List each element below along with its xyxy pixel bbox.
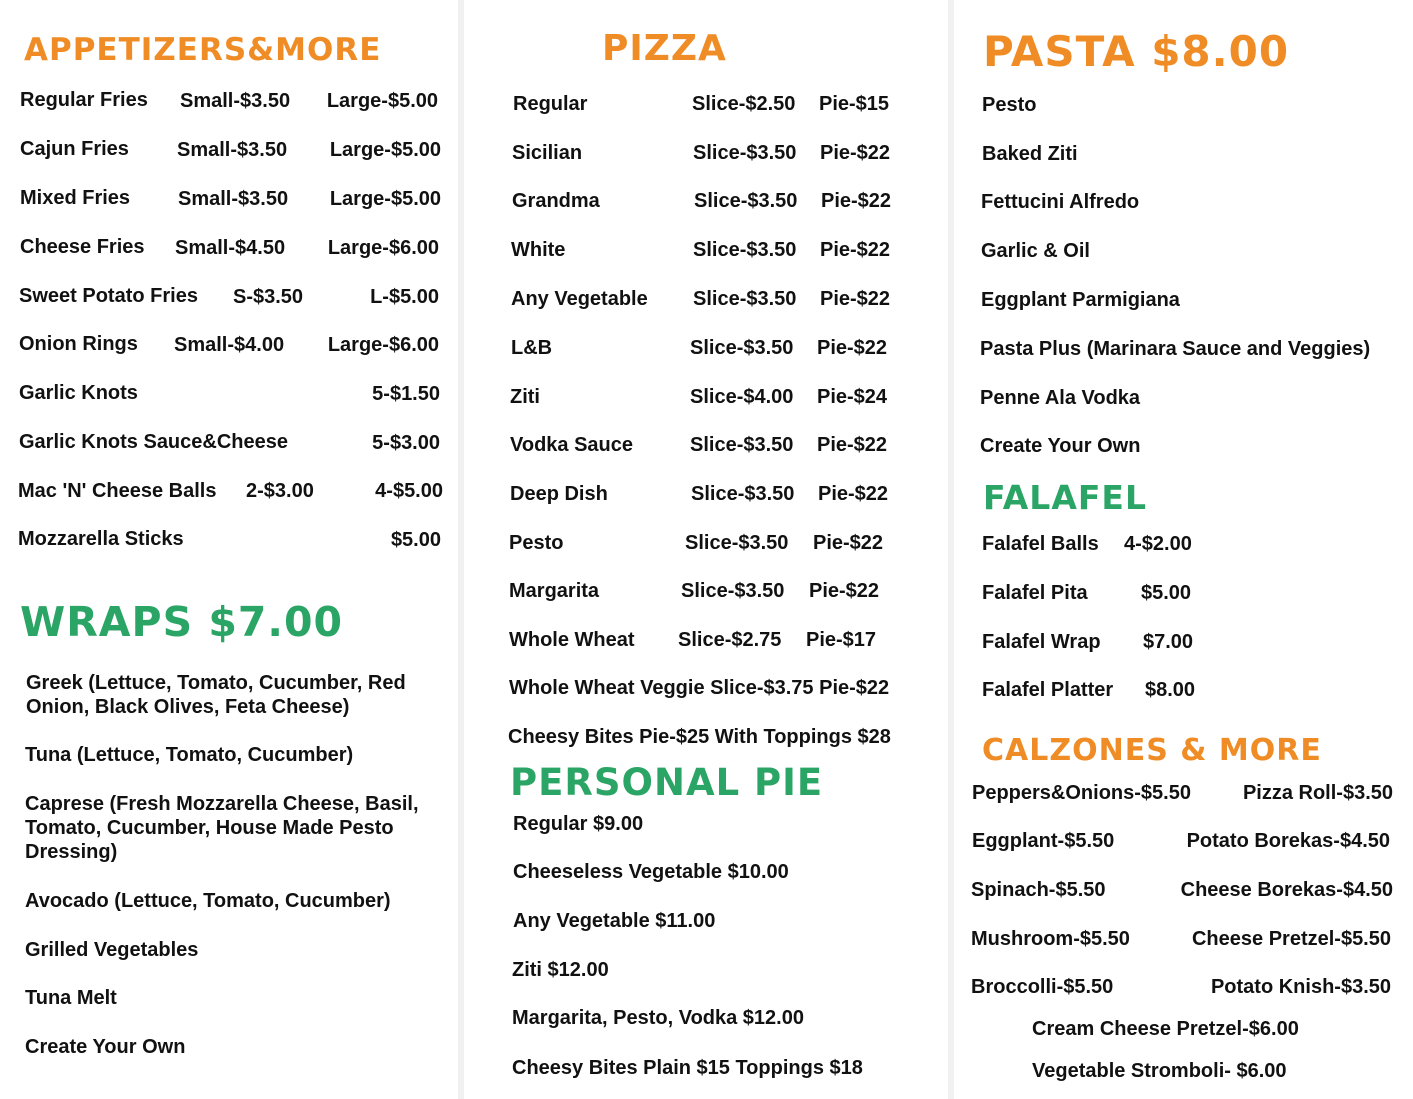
pizza-pie-price: Pie-$22	[813, 532, 884, 554]
wrap-item: Create Your Own	[25, 1036, 186, 1058]
pizza-item-name: L&B	[511, 337, 553, 359]
wrap-item: Greek (Lettuce, Tomato, Cucumber, Red Onion, Black Olives, Feta Cheese)	[26, 672, 406, 718]
wrap-item: Avocado (Lettuce, Tomato, Cucumber)	[25, 890, 391, 912]
pasta-item: Pesto	[982, 94, 1037, 116]
pizza-slice-price: Slice-$3.50	[681, 580, 785, 602]
pasta-item: Pasta Plus (Marinara Sauce and Veggies)	[980, 338, 1371, 360]
pizza-pie-price: Pie-$22	[821, 190, 892, 212]
personal-pie-item: Regular $9.00	[513, 813, 644, 835]
appetizer-item-price: 5-$3.00	[372, 432, 440, 454]
pasta-item: Penne Ala Vodka	[980, 387, 1141, 409]
calzone-left-item: Eggplant-$5.50	[972, 830, 1115, 852]
calzone-right-item: Potato Borekas-$4.50	[1186, 830, 1390, 852]
appetizer-item-large-price: Large-$5.00	[329, 188, 441, 210]
pizza-pie-price: Pie-$22	[820, 288, 891, 310]
pizza-slice-price: Slice-$3.50	[693, 239, 797, 261]
appetizer-item-small-price: Small-$3.50	[180, 90, 291, 112]
pizza-item-name: Sicilian	[512, 142, 583, 164]
calzone-center-item: Cream Cheese Pretzel-$6.00	[1032, 1018, 1299, 1040]
wraps-heading: WRAPS $7.00	[20, 598, 344, 646]
pizza-item-name: Ziti	[510, 386, 540, 408]
personal-pie-item: Cheeseless Vegetable $10.00	[513, 861, 789, 883]
pizza-slice-price: Slice-$3.50	[693, 288, 797, 310]
falafel-item-price: 4-$2.00	[1124, 533, 1192, 555]
pizza-slice-price: Slice-$2.50	[692, 93, 796, 115]
pizza-item-name: Deep Dish	[510, 483, 608, 505]
pizza-pie-price: Pie-$15	[819, 93, 890, 115]
fold-line-left	[458, 0, 464, 1099]
pizza-item-name: Whole Wheat	[509, 629, 635, 651]
pizza-item-name: Margarita	[509, 580, 600, 602]
falafel-heading: FALAFEL	[983, 478, 1147, 517]
appetizer-item-name: Onion Rings	[19, 333, 138, 355]
appetizer-item-small-price: Small-$4.00	[174, 334, 285, 356]
calzone-right-item: Cheese Borekas-$4.50	[1180, 879, 1393, 901]
falafel-item-name: Falafel Wrap	[982, 631, 1101, 653]
calzone-right-item: Potato Knish-$3.50	[1210, 976, 1391, 998]
pizza-pie-price: Pie-$17	[806, 629, 877, 651]
personal-pie-item: Cheesy Bites Plain $15 Toppings $18	[512, 1057, 863, 1079]
calzone-left-item: Peppers&Onions-$5.50	[972, 782, 1191, 804]
pizza-slice-price: Slice-$3.50	[691, 483, 795, 505]
appetizer-item-small-price: Small-$3.50	[178, 188, 289, 210]
falafel-item-name: Falafel Pita	[982, 582, 1088, 604]
appetizer-item-name: Cajun Fries	[20, 138, 129, 160]
calzone-left-item: Mushroom-$5.50	[971, 928, 1130, 950]
appetizer-item-name: Mozzarella Sticks	[18, 528, 184, 550]
pizza-extra-line: Cheesy Bites Pie-$25 With Toppings $28	[508, 726, 891, 748]
calzone-right-item: Pizza Roll-$3.50	[1242, 782, 1393, 804]
pizza-slice-price: Slice-$4.00	[690, 386, 794, 408]
personal-pie-item: Ziti $12.00	[512, 959, 609, 981]
pizza-pie-price: Pie-$22	[820, 239, 891, 261]
appetizer-item-name: Garlic Knots Sauce&Cheese	[19, 431, 288, 453]
personal-pie-heading: PERSONAL PIE	[510, 761, 824, 804]
appetizer-item-name: Regular Fries	[20, 89, 148, 111]
appetizer-item-name: Mac 'N' Cheese Balls	[18, 480, 217, 502]
appetizer-item-large-price: Large-$6.00	[327, 237, 439, 259]
calzone-left-item: Spinach-$5.50	[971, 879, 1106, 901]
pizza-slice-price: Slice-$3.50	[693, 142, 797, 164]
pizza-item-name: Any Vegetable	[511, 288, 648, 310]
pizza-slice-price: Slice-$3.50	[690, 337, 794, 359]
pizza-pie-price: Pie-$22	[820, 142, 891, 164]
calzone-center-item: Vegetable Stromboli- $6.00	[1032, 1060, 1287, 1082]
appetizer-item-large-price: Large-$5.00	[326, 90, 438, 112]
pizza-slice-price: Slice-$3.50	[694, 190, 798, 212]
appetizer-item-small-price: Small-$4.50	[175, 237, 286, 259]
appetizer-item-price: 5-$1.50	[372, 383, 440, 405]
pizza-extra-line: Whole Wheat Veggie Slice-$3.75 Pie-$22	[509, 677, 890, 699]
pasta-item: Baked Ziti	[982, 143, 1078, 165]
pasta-heading: PASTA $8.00	[983, 27, 1290, 76]
appetizer-item-name: Mixed Fries	[20, 187, 131, 209]
fold-line-right	[948, 0, 954, 1099]
pizza-slice-price: Slice-$3.50	[685, 532, 789, 554]
pasta-item: Garlic & Oil	[981, 240, 1090, 262]
pizza-pie-price: Pie-$24	[817, 386, 888, 408]
pasta-item: Eggplant Parmigiana	[981, 289, 1180, 311]
pizza-slice-price: Slice-$2.75	[678, 629, 782, 651]
falafel-item-price: $7.00	[1143, 631, 1194, 653]
appetizer-item-large-price: Large-$5.00	[329, 139, 441, 161]
appetizer-item-price: $5.00	[390, 529, 441, 551]
calzone-right-item: Cheese Pretzel-$5.50	[1191, 928, 1391, 950]
calzones-heading: CALZONES & MORE	[982, 733, 1322, 768]
wrap-item: Grilled Vegetables	[25, 939, 199, 961]
falafel-item-price: $8.00	[1145, 679, 1196, 701]
pizza-pie-price: Pie-$22	[809, 580, 880, 602]
pizza-item-name: Grandma	[512, 190, 600, 212]
wrap-item: Tuna (Lettuce, Tomato, Cucumber)	[25, 744, 354, 766]
appetizer-item-large-price: L-$5.00	[370, 286, 439, 308]
appetizer-item-large-price: Large-$6.00	[327, 334, 439, 356]
appetizer-item-small-price: S-$3.50	[233, 286, 304, 308]
falafel-item-name: Falafel Balls	[982, 533, 1099, 555]
falafel-item-name: Falafel Platter	[982, 679, 1114, 701]
pizza-slice-price: Slice-$3.50	[690, 434, 794, 456]
pizza-item-name: Vodka Sauce	[510, 434, 634, 456]
pizza-item-name: Pesto	[509, 532, 564, 554]
appetizer-item-name: Sweet Potato Fries	[19, 285, 198, 307]
pizza-item-name: White	[511, 239, 566, 261]
pizza-pie-price: Pie-$22	[817, 337, 888, 359]
pizza-pie-price: Pie-$22	[818, 483, 889, 505]
appetizer-item-name: Garlic Knots	[19, 382, 138, 404]
appetizer-item-small-price: Small-$3.50	[177, 139, 288, 161]
wrap-item: Caprese (Fresh Mozzarella Cheese, Basil, Tomato, Cucumber, House Made Pesto Dressing)	[25, 793, 419, 863]
appetizer-item-large-price: 4-$5.00	[375, 480, 443, 502]
appetizer-item-small-price: 2-$3.00	[246, 480, 314, 502]
personal-pie-item: Margarita, Pesto, Vodka $12.00	[512, 1007, 804, 1029]
personal-pie-item: Any Vegetable $11.00	[513, 910, 716, 932]
appetizers-heading: APPETIZERS&MORE	[24, 32, 382, 68]
pizza-pie-price: Pie-$22	[817, 434, 888, 456]
pasta-item: Create Your Own	[980, 435, 1141, 457]
pasta-item: Fettucini Alfredo	[981, 191, 1140, 213]
appetizer-item-name: Cheese Fries	[20, 236, 145, 258]
calzone-left-item: Broccolli-$5.50	[971, 976, 1114, 998]
pizza-item-name: Regular	[513, 93, 588, 115]
falafel-item-price: $5.00	[1141, 582, 1192, 604]
pizza-heading: PIZZA	[602, 28, 727, 69]
wrap-item: Tuna Melt	[25, 987, 117, 1009]
